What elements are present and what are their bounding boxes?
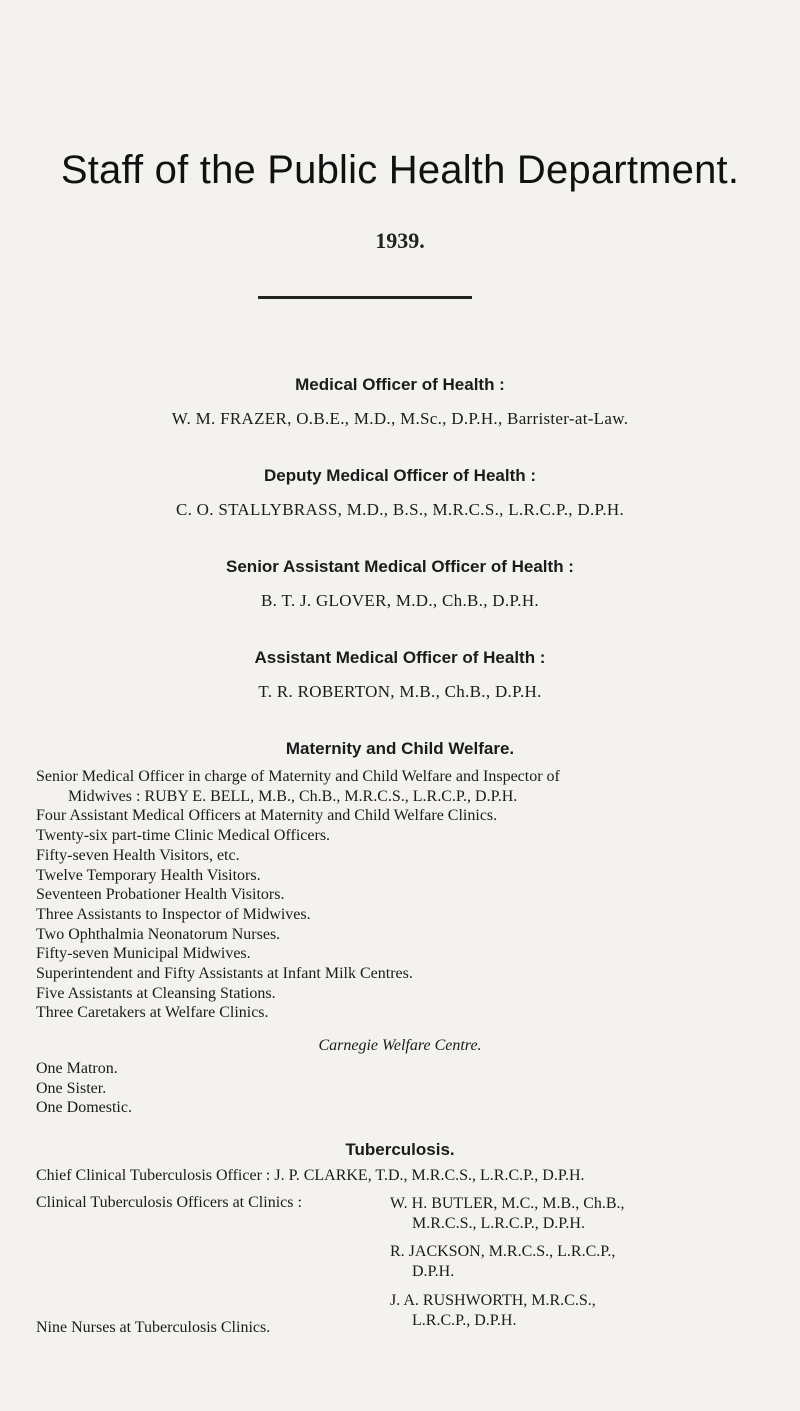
title-divider [258,296,472,299]
clinical-tb-label: Clinical Tuberculosis Officers at Clinics : [36,1194,302,1211]
list-item: Senior Medical Officer in charge of Maternity and Child Welfare and Inspector of [36,768,560,785]
list-item: Fifty-seven Municipal Midwives. [36,945,251,963]
maternity-heading: Maternity and Child Welfare. [285,739,515,758]
tuberculosis-heading: Tuberculosis. [345,1140,455,1159]
tb-nurses: Nine Nurses at Tuberculosis Clinics. [36,1319,271,1336]
list-item: Midwives : RUBY E. BELL, M.B., Ch.B., M.R.C.S., L.R.C.P., D.P.H. [68,787,518,805]
maternity-staff-list [36,767,776,1023]
carnegie-staff-list [36,1059,776,1118]
list-item: Twelve Temporary Health Visitors. [36,866,261,884]
page-year: 1939. [375,228,425,253]
list-item: Three Assistants to Inspector of Midwives. [36,905,311,923]
list-item: Twenty-six part-time Clinic Medical Officers. [36,827,331,845]
chief-tb-officer: Chief Clinical Tuberculosis Officer : J. P. CLARKE, T.D., M.R.C.S., L.R.C.P., D.P.H. [36,1167,585,1184]
role-deputy-moh: Deputy Medical Officer of Health : [263,466,537,485]
list-item: Fifty-seven Health Visitors, etc. [36,846,240,864]
tb-officer-line: W. H. BUTLER, M.C., M.B., Ch.B., [390,1195,625,1212]
tb-officer-line: M.R.C.S., L.R.C.P., D.P.H. [412,1214,585,1232]
list-item: Three Caretakers at Welfare Clinics. [36,1004,269,1022]
list-item: Five Assistants at Cleansing Stations. [36,984,276,1002]
officer-assistant-moh: T. R. ROBERTON, M.B., Ch.B., D.P.H. [258,682,542,701]
carnegie-heading: Carnegie Welfare Centre. [318,1037,482,1054]
clinical-tb-officers [390,1194,625,1330]
list-item: Superintendent and Fifty Assistants at Infant Milk Centres. [36,965,413,983]
list-item: One Domestic. [36,1099,132,1117]
list-item: One Sister. [36,1079,107,1097]
tb-officer-line: J. A. RUSHWORTH, M.R.C.S., [390,1291,596,1309]
list-item: One Matron. [36,1060,118,1077]
officer-moh: W. M. FRAZER, O.B.E., M.D., M.Sc., D.P.H., Barrister-at-Law. [171,409,629,428]
list-item: Four Assistant Medical Officers at Maternity and Child Welfare Clinics. [36,807,498,825]
role-assistant-moh: Assistant Medical Officer of Health : [254,648,546,667]
page-title: Staff of the Public Health Department. [60,148,740,192]
role-senior-assistant-moh: Senior Assistant Medical Officer of Health : [226,557,574,576]
officer-deputy-moh: C. O. STALLYBRASS, M.D., B.S., M.R.C.S., L.R.C.P., D.P.H. [175,500,625,519]
role-moh: Medical Officer of Health : [295,375,505,394]
officer-senior-assistant-moh: B. T. J. GLOVER, M.D., Ch.B., D.P.H. [261,591,539,610]
list-item: Two Ophthalmia Neonatorum Nurses. [36,925,281,943]
list-item: Seventeen Probationer Health Visitors. [36,886,285,904]
tb-officer-line: L.R.C.P., D.P.H. [412,1311,517,1329]
tb-officer-line: R. JACKSON, M.R.C.S., L.R.C.P., [390,1243,616,1261]
tb-officer-line: D.P.H. [412,1263,455,1281]
